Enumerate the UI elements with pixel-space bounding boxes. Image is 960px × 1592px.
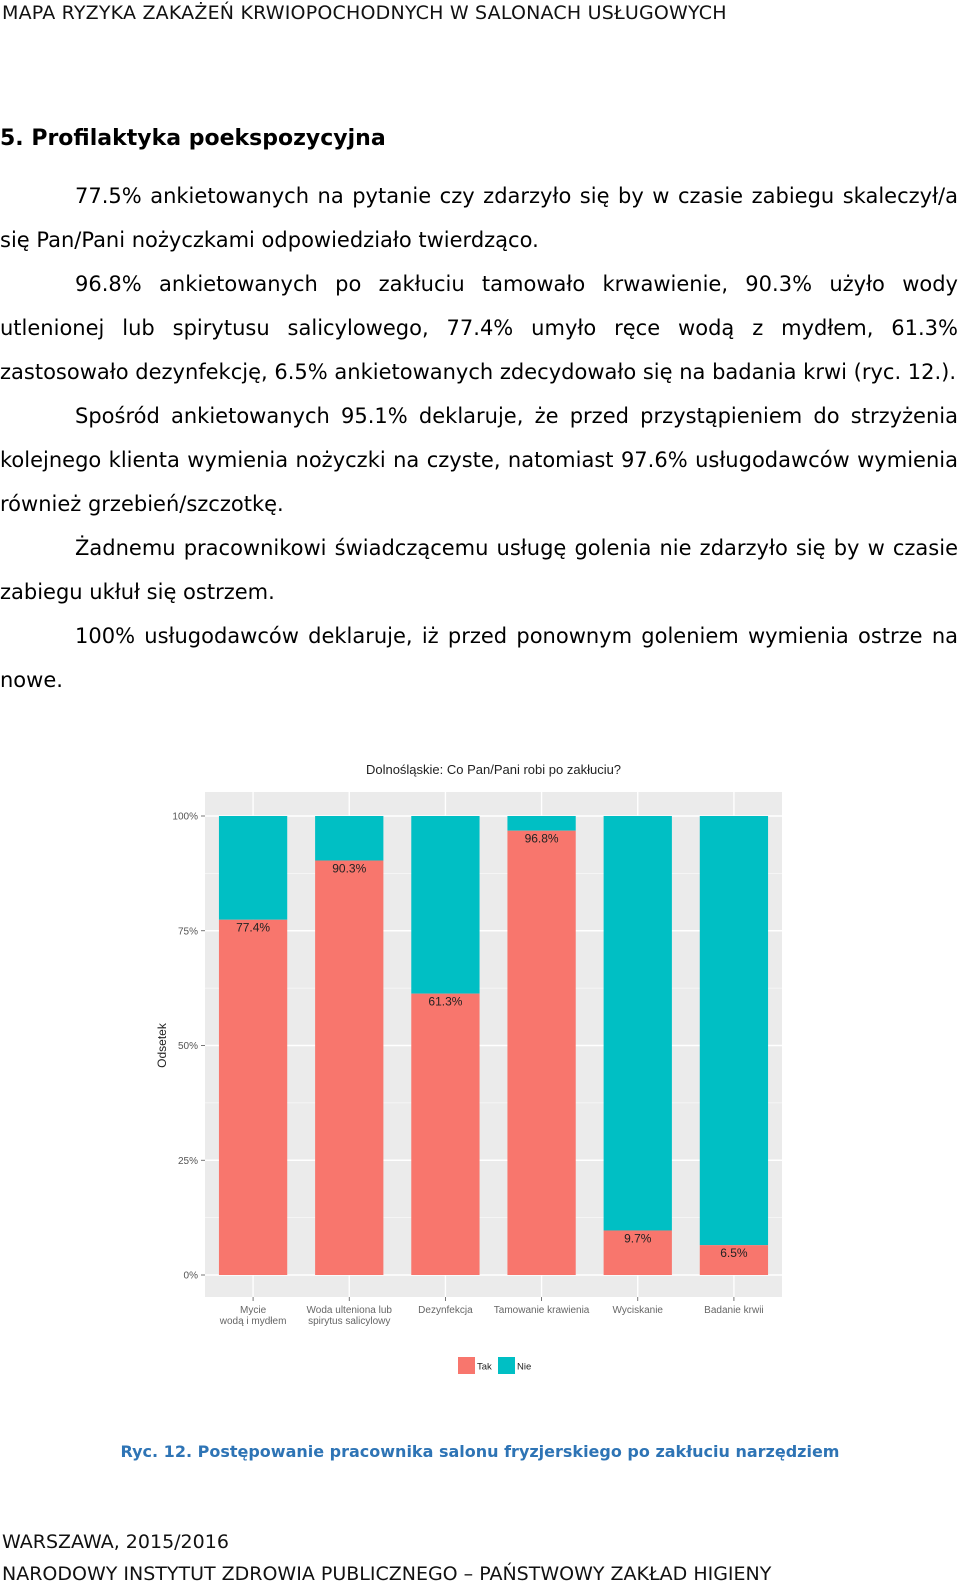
bar-tak <box>219 920 287 1275</box>
data-label: 6.5% <box>720 1246 748 1261</box>
body-text <box>0 174 958 702</box>
y-tick-label: 0% <box>183 1270 198 1282</box>
x-tick-label: Tamowanie krawienia <box>493 1305 590 1316</box>
bar-nie <box>507 816 575 831</box>
chart-title: Dolnośląskie: Co Pan/Pani robi po zakłuciu? <box>365 762 622 777</box>
x-tick-label: Wyciskanie <box>612 1305 663 1316</box>
paragraph: 96.8% ankietowanych po zakłuciu tamowało krwawienie, 90.3% użyło wody utlenionej lub spirytusu salicylowego, 77.4% umyło ręce wodą z mydłem, 61.3% zastosowało dezynfekcję, 6.5% ankietowanych zdecydowało się na badania krwi (ryc. 12.). <box>0 272 958 384</box>
x-tick-label: Woda ulteniona lub <box>306 1305 392 1316</box>
data-label: 96.8% <box>524 831 559 846</box>
paragraph: 77.5% ankietowanych na pytanie czy zdarzyło się by w czasie zabiegu skaleczył/a się Pan/Pani nożyczkami odpowiedziało twierdząco. <box>0 184 958 252</box>
section-title: 5. Profilaktyka poekspozycyjna <box>0 126 386 151</box>
y-tick-label: 100% <box>172 811 198 823</box>
bar-nie <box>219 816 287 920</box>
bar-nie <box>700 816 768 1245</box>
stacked-bar-chart <box>150 760 800 1400</box>
running-header: MAPA RYZYKA ZAKAŻEŃ KRWIOPOCHODNYCH W SALONACH USŁUGOWYCH <box>2 2 727 24</box>
x-tick-label: Dezynfekcja <box>418 1305 473 1316</box>
bar-tak <box>315 861 383 1275</box>
x-tick-label: wodą i mydłem <box>219 1316 287 1327</box>
legend-swatch <box>458 1357 475 1374</box>
x-tick-label: Badanie krwii <box>704 1305 764 1316</box>
y-axis-label: Odsetek <box>155 1023 169 1068</box>
data-label: 90.3% <box>332 861 367 876</box>
legend-swatch <box>498 1357 515 1374</box>
paragraph: Spośród ankietowanych 95.1% deklaruje, że przed przystąpieniem do strzyżenia kolejnego klienta wymienia nożyczki na czyste, natomiast 97.6% usługodawców wymienia również grzebień/szczotkę. <box>0 404 958 516</box>
data-label: 77.4% <box>236 920 271 935</box>
bar-nie <box>604 816 672 1230</box>
legend-label: Nie <box>517 1361 532 1373</box>
footer-city-year: WARSZAWA, 2015/2016 <box>2 1531 229 1553</box>
y-tick-label: 25% <box>177 1155 198 1167</box>
data-label: 9.7% <box>624 1231 652 1246</box>
bar-tak <box>411 994 479 1275</box>
chart-svg <box>150 760 800 1400</box>
bar-nie <box>411 816 479 994</box>
bar-nie <box>315 816 383 861</box>
paragraph: 100% usługodawców deklaruje, iż przed ponownym goleniem wymienia ostrze na nowe. <box>0 624 958 692</box>
y-tick-label: 75% <box>177 926 198 938</box>
y-tick-label: 50% <box>177 1041 198 1052</box>
paragraph: Żadnemu pracownikowi świadczącemu usługę golenia nie zdarzyło się by w czasie zabiegu ukłuł się ostrzem. <box>0 536 958 604</box>
figure-caption: Ryc. 12. Postępowanie pracownika salonu fryzjerskiego po zakłuciu narzędziem <box>120 1442 840 1461</box>
bar-tak <box>507 831 575 1275</box>
data-label: 61.3% <box>428 994 463 1009</box>
legend-label: Tak <box>477 1361 492 1373</box>
plot-background <box>205 792 782 1297</box>
footer-institution: NARODOWY INSTYTUT ZDROWIA PUBLICZNEGO – PAŃSTWOWY ZAKŁAD HIGIENY <box>2 1563 772 1585</box>
x-tick-label: spirytus salicylowy <box>308 1316 391 1327</box>
x-tick-label: Mycie <box>240 1305 267 1316</box>
